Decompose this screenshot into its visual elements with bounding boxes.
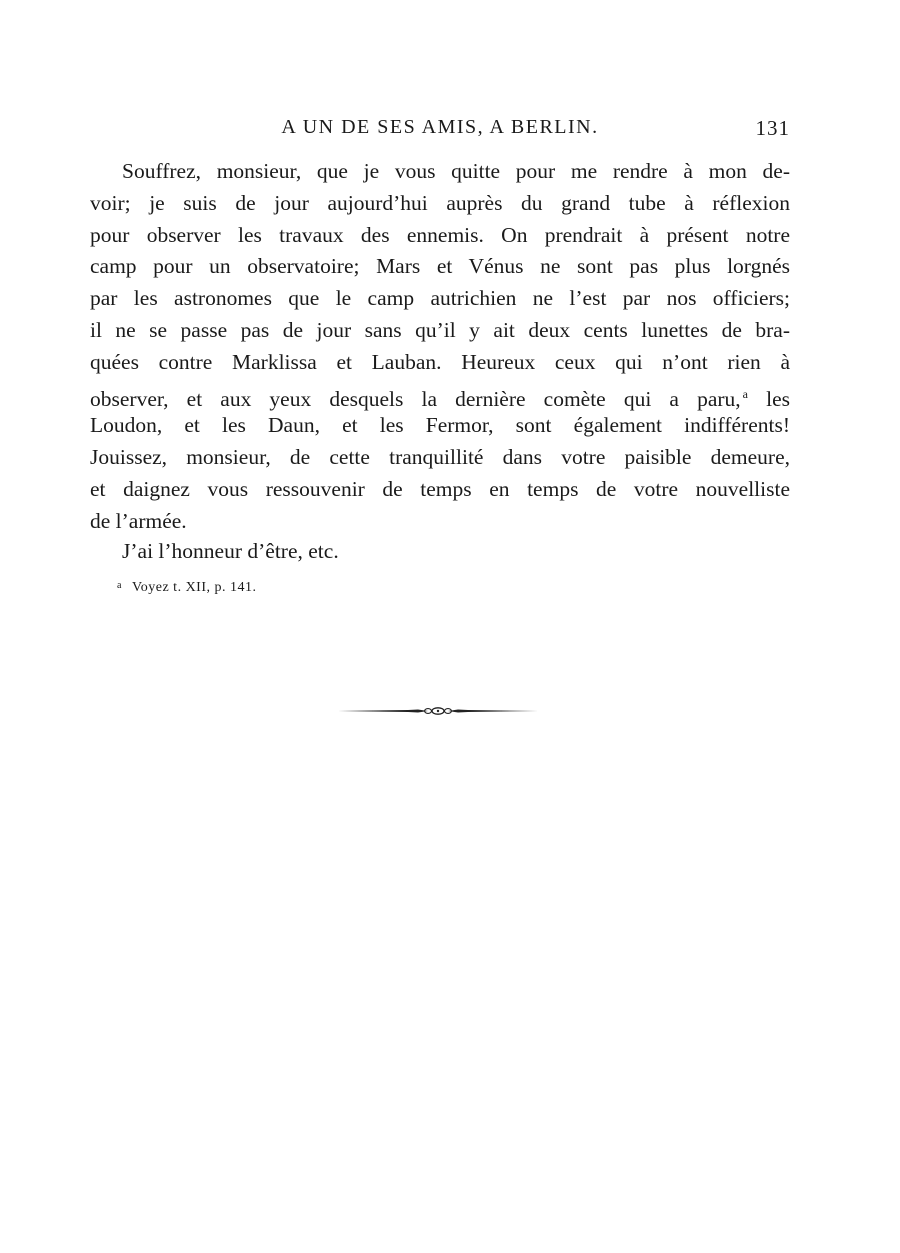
footnote-reference: a (742, 386, 748, 401)
text-line: quées contre Marklissa et Lauban. Heureux ceux qui n’ont rien à (90, 349, 790, 374)
text-segment: observer, et aux yeux desquels la dernière comète qui a paru, (90, 386, 741, 411)
text-line: par les astronomes que le camp autrichien ne l’est par nos officiers; (90, 286, 790, 311)
running-head (90, 116, 790, 146)
running-title: A UN DE SES AMIS, A BERLIN. (281, 116, 599, 138)
text-line: Souffrez, monsieur, que je vous quitte pour me rendre à mon de- (122, 159, 790, 183)
footnote (117, 580, 257, 596)
text-line: Loudon, et les Daun, et les Fermor, sont également indifférents! (90, 413, 790, 438)
letter-body (90, 156, 790, 538)
text-segment: les (766, 386, 791, 411)
footnote-mark: a (117, 580, 122, 591)
closing-formula: J’ai l’honneur d’être, etc. (122, 539, 339, 563)
text-line: voir; je suis de jour aujourd’hui auprès du grand tube à réflexion (90, 190, 790, 215)
footnote-text: Voyez t. XII, p. 141. (131, 580, 257, 595)
ornamental-rule-icon (338, 703, 538, 719)
page-number: 131 (755, 116, 790, 140)
text-line: de l’armée. (90, 508, 187, 533)
text-line: il ne se passe pas de jour sans qu’il y ait deux cents lunettes de bra- (90, 317, 790, 342)
text-line: camp pour un observatoire; Mars et Vénus ne sont pas plus lorgnés (90, 254, 790, 279)
text-line: pour observer les travaux des ennemis. On prendrait à présent notre (90, 222, 790, 247)
text-line: et daignez vous ressouvenir de temps en temps de votre nouvelliste (90, 476, 790, 501)
text-line-with-footnote (90, 379, 790, 411)
text-line: Jouissez, monsieur, de cette tranquillité dans votre paisible demeure, (90, 445, 790, 470)
